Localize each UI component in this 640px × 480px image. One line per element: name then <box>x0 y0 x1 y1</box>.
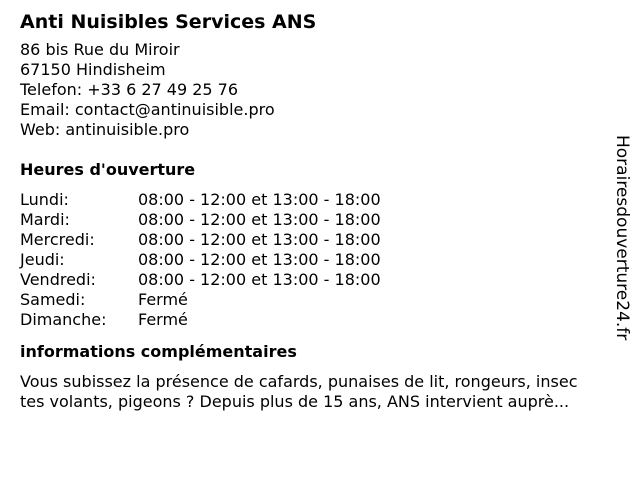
hours-row-tuesday <box>20 210 610 230</box>
hours-row-friday <box>20 270 610 290</box>
day-label: Vendredi: <box>20 270 96 289</box>
business-name: Anti Nuisibles Services ANS <box>20 11 317 33</box>
day-hours: 08:00 - 12:00 et 13:00 - 18:00 <box>138 230 381 249</box>
hours-row-sunday <box>20 310 610 330</box>
day-hours: 08:00 - 12:00 et 13:00 - 18:00 <box>138 250 381 269</box>
hours-row-wednesday <box>20 230 610 250</box>
address-street: 86 bis Rue du Miroir <box>20 40 180 59</box>
hours-row-saturday <box>20 290 610 310</box>
brand-watermark: Horairesdouverture24.fr <box>612 135 632 341</box>
email-line: Email: contact@antinuisible.pro <box>20 100 275 119</box>
day-label: Samedi: <box>20 290 86 309</box>
day-label: Jeudi: <box>20 250 65 269</box>
day-label: Dimanche: <box>20 310 107 329</box>
hours-title: Heures d'ouverture <box>20 160 196 179</box>
hours-row-monday <box>20 190 610 210</box>
phone-line: Telefon: +33 6 27 49 25 76 <box>20 80 239 99</box>
web-line: Web: antinuisible.pro <box>20 120 190 139</box>
day-hours: 08:00 - 12:00 et 13:00 - 18:00 <box>138 190 381 209</box>
info-description <box>20 372 620 412</box>
day-hours: Fermé <box>138 290 188 309</box>
day-label: Mercredi: <box>20 230 95 249</box>
address-city: 67150 Hindisheim <box>20 60 166 79</box>
info-line: Vous subissez la présence de cafards, punaises de lit, rongeurs, insec <box>20 372 578 391</box>
hours-row-thursday <box>20 250 610 270</box>
day-hours: 08:00 - 12:00 et 13:00 - 18:00 <box>138 270 381 289</box>
day-label: Lundi: <box>20 190 69 209</box>
day-hours: Fermé <box>138 310 188 329</box>
business-card <box>20 10 610 412</box>
day-label: Mardi: <box>20 210 70 229</box>
hours-table <box>20 190 610 330</box>
contact-details <box>20 40 610 140</box>
day-hours: 08:00 - 12:00 et 13:00 - 18:00 <box>138 210 381 229</box>
info-title: informations complémentaires <box>20 342 297 361</box>
info-line: tes volants, pigeons ? Depuis plus de 15 ans, ANS intervient auprè... <box>20 392 570 411</box>
